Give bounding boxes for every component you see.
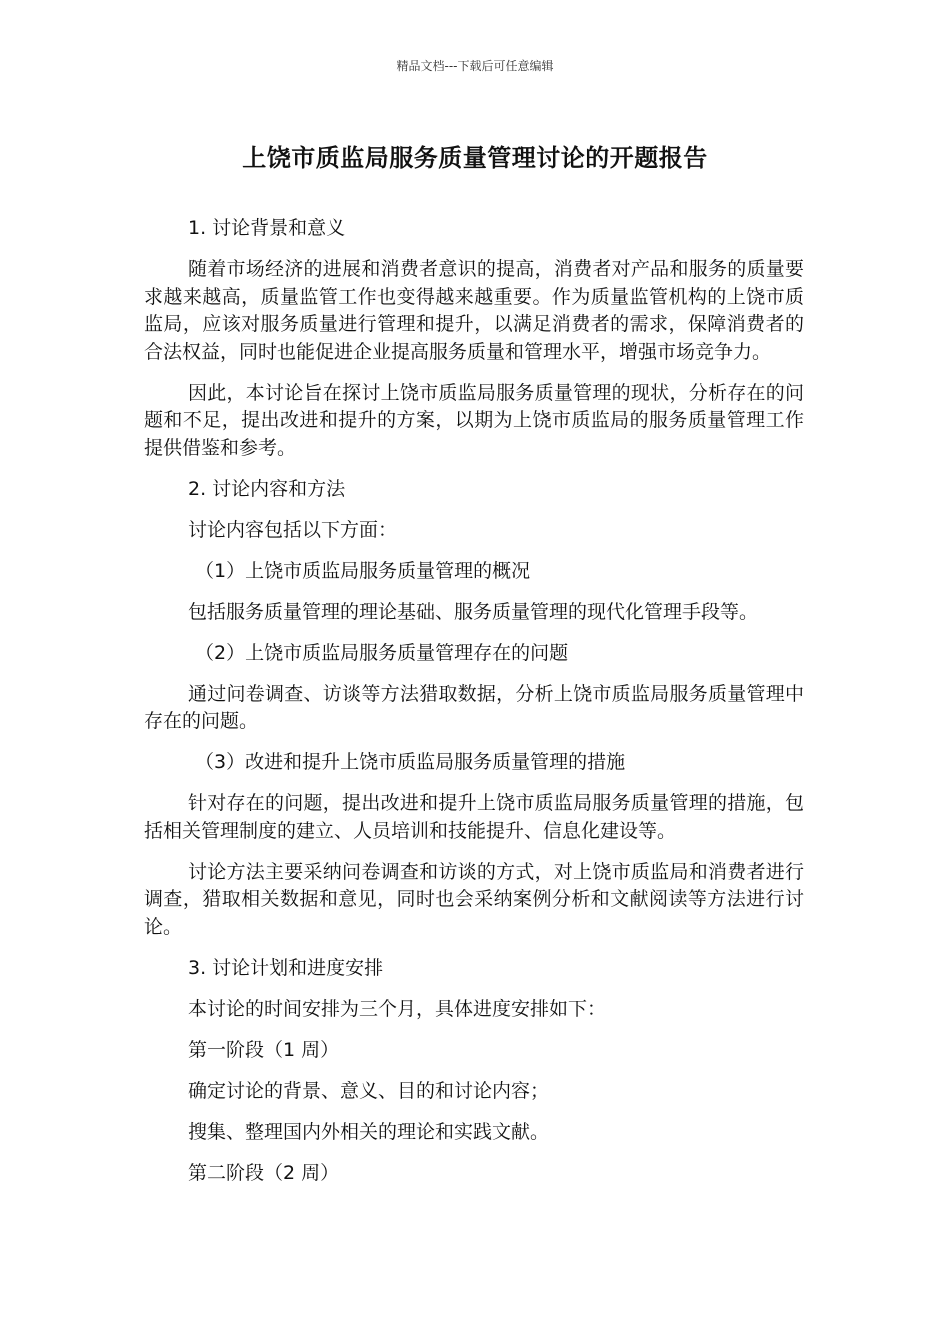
paragraph-purpose: 因此，本讨论旨在探讨上饶市质监局服务质量管理的现状，分析存在的问题和不足，提出改进和提升的方案，以期为上饶市质监局的服务质量管理工作提供借鉴和参考。 [144,381,804,459]
document-body [144,215,804,1201]
stage-1-heading: 第一阶段（1 周） [188,1038,340,1061]
paragraph-problems: 通过问卷调查、访谈等方法猎取数据，分析上饶市质监局服务质量管理中存在的问题。 [144,682,804,732]
stage-1-item-2: 搜集、整理国内外相关的理论和实践文献。 [188,1120,550,1143]
subheading-problems: （2）上饶市质监局服务质量管理存在的问题 [195,641,569,664]
document-title: 上饶市质监局服务质量管理讨论的开题报告 [242,144,708,172]
subheading-overview: （1）上饶市质监局服务质量管理的概况 [195,559,531,582]
section-heading-3: 3. 讨论计划和进度安排 [188,956,384,979]
section-heading-1: 1. 讨论背景和意义 [188,217,346,239]
stage-2-heading: 第二阶段（2 周） [188,1161,340,1184]
subheading-measures: （3）改进和提升上饶市质监局服务质量管理的措施 [195,751,626,773]
paragraph-measures: 针对存在的问题，提出改进和提升上饶市质监局服务质量管理的措施，包括相关管理制度的建立、人员培训和技能提升、信息化建设等。 [144,792,804,842]
paragraph-content-intro: 讨论内容包括以下方面： [188,518,398,541]
stage-1-item-1: 确定讨论的背景、意义、目的和讨论内容； [188,1079,550,1102]
paragraph-methods: 讨论方法主要采纳问卷调查和访谈的方式，对上饶市质监局和消费者进行调查，猎取相关数据和意见，同时也会采纳案例分析和文献阅读等方法进行讨论。 [144,860,804,938]
page-header: 精品文档---下载后可任意编辑 [396,59,554,73]
paragraph-schedule: 本讨论的时间安排为三个月，具体进度安排如下： [188,997,607,1020]
section-heading-2: 2. 讨论内容和方法 [188,477,346,500]
paragraph-overview: 包括服务质量管理的理论基础、服务质量管理的现代化管理手段等。 [188,600,759,623]
paragraph-background: 随着市场经济的进展和消费者意识的提高，消费者对产品和服务的质量要求越来越高，质量监管工作也变得越来越重要。作为质量监管机构的上饶市质监局，应该对服务质量进行管理和提升，以满足消费者的需求，保障消费者的合法权益，同时也能促进企业提高服务质量和管理水平，增强市场竞争力。 [144,258,804,363]
